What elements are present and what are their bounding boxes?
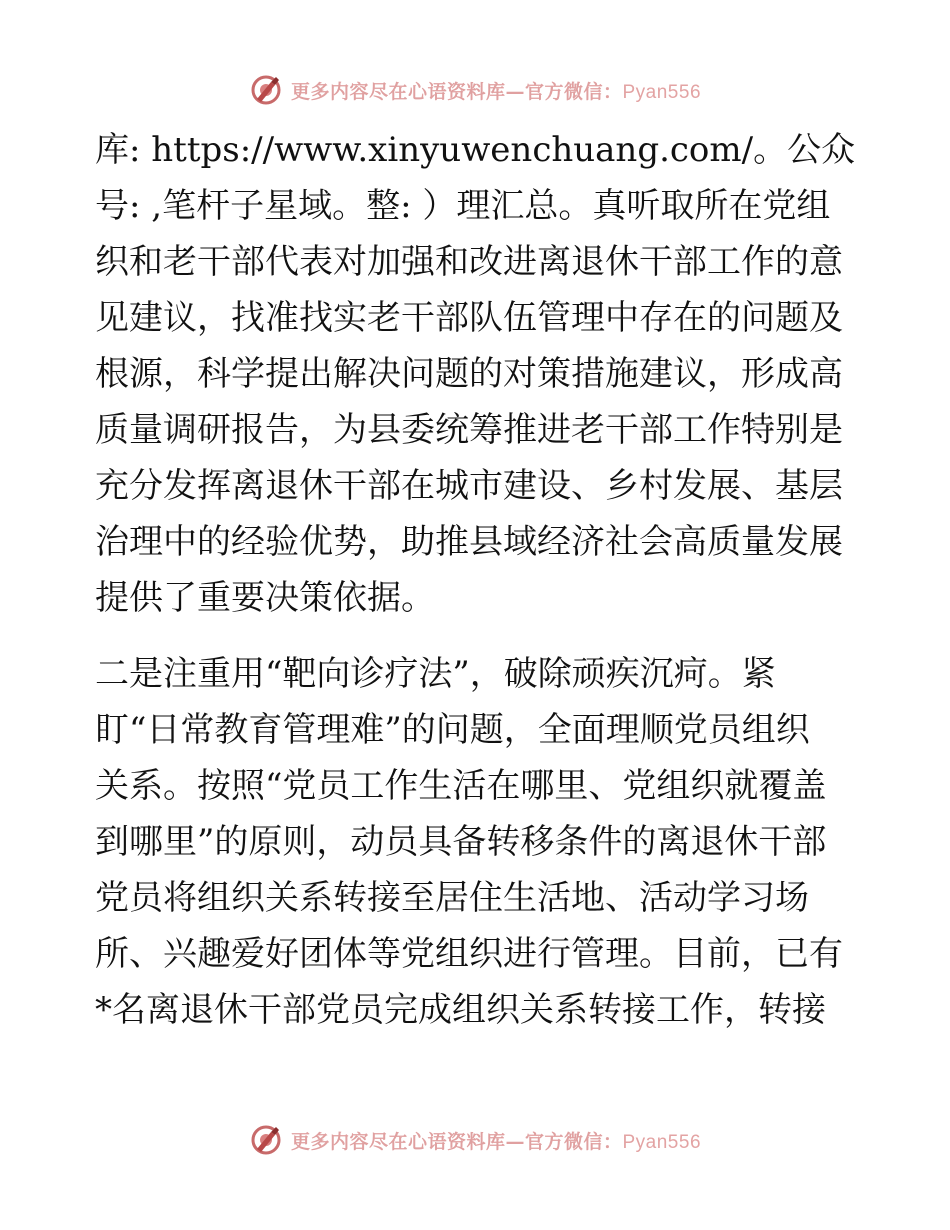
banner-text [291,77,701,104]
document-body [95,122,855,1038]
banner-wechat-id: Pyan556 [622,81,702,103]
text-line: 到哪里”的原则，动员具备转移条件的离退休干部 [95,822,827,862]
text-line: 织和老干部代表对加强和改进离退休干部工作的意 [95,242,843,282]
text-line: 关系。按照“党员工作生活在哪里、党组织就覆盖 [95,766,827,806]
text-line: 二是注重用“靶向诊疗法”，破除顽疾沉疴。紧 [95,654,776,694]
text-line: 党员将组织关系转接至居住生活地、活动学习场 [95,878,809,918]
header-banner [0,70,950,110]
banner-text [291,1127,701,1154]
text-line: 根源，科学提出解决问题的对策措施建议，形成高 [95,354,843,394]
banner-main-text: 更多内容尽在心语资料库 [290,80,506,103]
text-line: 治理中的经验优势，助推县域经济社会高质量发展 [95,522,843,562]
text-line: 库: https://www.xinyuwenchuang.com/。公众 [95,130,855,170]
text-line: 号: ,笔杆子星域。整: ）理汇总。真听取所在党组 [95,186,831,226]
banner-wechat-label: 官方微信： [524,80,623,103]
banner-main-text: 更多内容尽在心语资料库 [290,1130,506,1153]
text-line: 所、兴趣爱好团体等党组织进行管理。目前，已有 [95,934,843,974]
paragraph-gap [95,626,855,646]
brand-logo-icon [249,1123,283,1157]
text-line: 充分发挥离退休干部在城市建设、乡村发展、基层 [95,466,843,506]
text-line: 提供了重要决策依据。 [95,578,435,618]
text-line: 质量调研报告，为县委统筹推进老干部工作特别是 [95,410,843,450]
footer-banner [0,1120,950,1160]
brand-logo-icon [249,73,283,107]
text-line: 盯“日常教育管理难”的问题，全面理顺党员组织 [95,710,810,750]
banner-wechat-id: Pyan556 [622,1131,702,1153]
banner-separator: — [505,80,525,103]
banner-wechat-label: 官方微信： [524,1130,623,1153]
paragraph-1 [95,122,855,626]
banner-separator: — [505,1130,525,1153]
paragraph-2 [95,646,855,1038]
text-line: *名离退休干部党员完成组织关系转接工作，转接 [95,990,826,1030]
text-line: 见建议，找准找实老干部队伍管理中存在的问题及 [95,298,843,338]
